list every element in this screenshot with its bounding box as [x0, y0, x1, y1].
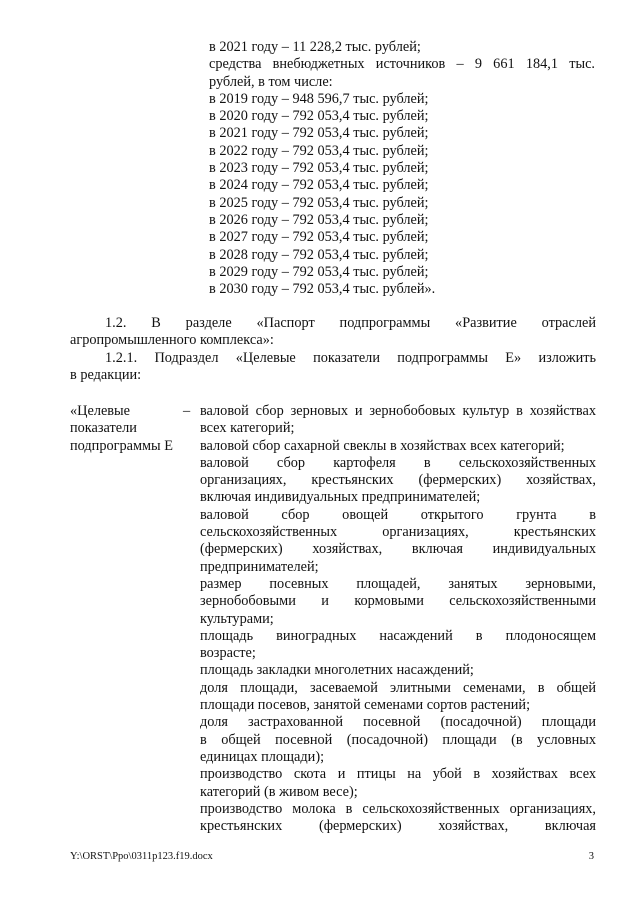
page-number: 3	[588, 851, 594, 862]
paragraph-line: в редакции:	[70, 367, 142, 384]
indicators-definition	[200, 403, 596, 835]
definition-line: сельскохозяйственных организациях, крестьянских	[200, 524, 596, 541]
footer-file-path: Y:\ORST\Ppo\0311p123.f19.docx	[70, 851, 213, 862]
definition-line: площади посевов, занятой семенами сортов растений;	[200, 697, 531, 714]
funding-line: в 2021 году – 11 228,2 тыс. рублей;	[209, 39, 421, 55]
funding-line: в 2020 году – 792 053,4 тыс. рублей;	[209, 108, 429, 125]
funding-years-list	[209, 39, 595, 298]
funding-line: в 2022 году – 792 053,4 тыс. рублей;	[209, 142, 429, 159]
funding-line: в 2030 году – 792 053,4 тыс. рублей».	[209, 281, 436, 298]
funding-line: в 2024 году – 792 053,4 тыс. рублей;	[209, 177, 429, 194]
definition-line: крестьянских (фермерских) хозяйствах, включая	[200, 818, 596, 835]
funding-line: в 2019 году – 948 596,7 тыс. рублей;	[209, 90, 429, 107]
paragraph-line: агропромышленного комплекса»:	[70, 332, 274, 349]
definition-line: валовой сбор овощей открытого грунта в	[200, 506, 596, 523]
indicators-term	[70, 403, 182, 455]
definition-line: доля площади, засеваемой элитными семенами, в общей	[200, 679, 596, 696]
definition-line: валовой сбор сахарной свеклы в хозяйствах всех категорий;	[200, 437, 565, 454]
funding-line: средства внебюджетных источников – 9 661 184,1 тыс.	[209, 56, 595, 73]
definition-line: категорий (в живом весе);	[200, 783, 358, 800]
definition-line: организациях, крестьянских (фермерских) хозяйствах,	[200, 472, 596, 489]
definition-line: единицах площади);	[200, 748, 325, 765]
paragraph-line: 1.2. В разделе «Паспорт подпрограммы «Развитие отраслей	[105, 315, 596, 331]
definition-line: валовой сбор зерновых и зернобобовых культур в хозяйствах	[200, 403, 596, 419]
funding-line: в 2028 году – 792 053,4 тыс. рублей;	[209, 246, 429, 263]
paragraph-1-2	[70, 315, 596, 350]
definition-line: производство молока в сельскохозяйственных организациях,	[200, 800, 596, 817]
funding-line: в 2027 году – 792 053,4 тыс. рублей;	[209, 229, 429, 246]
term-dash: –	[183, 403, 191, 419]
term-line: «Целевые	[70, 403, 131, 419]
definition-line: размер посевных площадей, занятых зерновыми,	[200, 575, 596, 592]
funding-line: в 2029 году – 792 053,4 тыс. рублей;	[209, 263, 429, 280]
definition-line: всех категорий;	[200, 420, 295, 437]
definition-line: площадь виноградных насаждений в плодоносящем	[200, 627, 596, 644]
definition-line: площадь закладки многолетних насаждений;	[200, 662, 474, 679]
definition-line: зернобобовыми и кормовыми сельскохозяйственными	[200, 593, 596, 610]
funding-line: в 2023 году – 792 053,4 тыс. рублей;	[209, 160, 429, 177]
definition-line: культурами;	[200, 610, 274, 627]
definition-line: предпринимателей;	[200, 558, 319, 575]
funding-line: в 2025 году – 792 053,4 тыс. рублей;	[209, 194, 429, 211]
definition-line: возрасте;	[200, 645, 256, 662]
definition-line: производство скота и птицы на убой в хозяйствах всех	[200, 766, 596, 783]
funding-line: в 2026 году – 792 053,4 тыс. рублей;	[209, 211, 429, 228]
term-line: подпрограммы Е	[70, 437, 173, 454]
definition-line: включая индивидуальных предпринимателей;	[200, 489, 481, 506]
funding-line: рублей, в том числе:	[209, 73, 333, 90]
definition-line: валовой сбор картофеля в сельскохозяйственных	[200, 454, 596, 471]
paragraph-1-2-1	[70, 350, 596, 385]
definition-line: (фермерских) хозяйствах, включая индивидуальных	[200, 541, 596, 558]
funding-line: в 2021 году – 792 053,4 тыс. рублей;	[209, 125, 429, 142]
term-line: показатели	[70, 420, 137, 437]
definition-line: в общей посевной (посадочной) площади (в условных	[200, 731, 596, 748]
paragraph-line: 1.2.1. Подраздел «Целевые показатели подпрограммы Е» изложить	[105, 350, 596, 366]
definition-line: доля застрахованной посевной (посадочной) площади	[200, 714, 596, 731]
